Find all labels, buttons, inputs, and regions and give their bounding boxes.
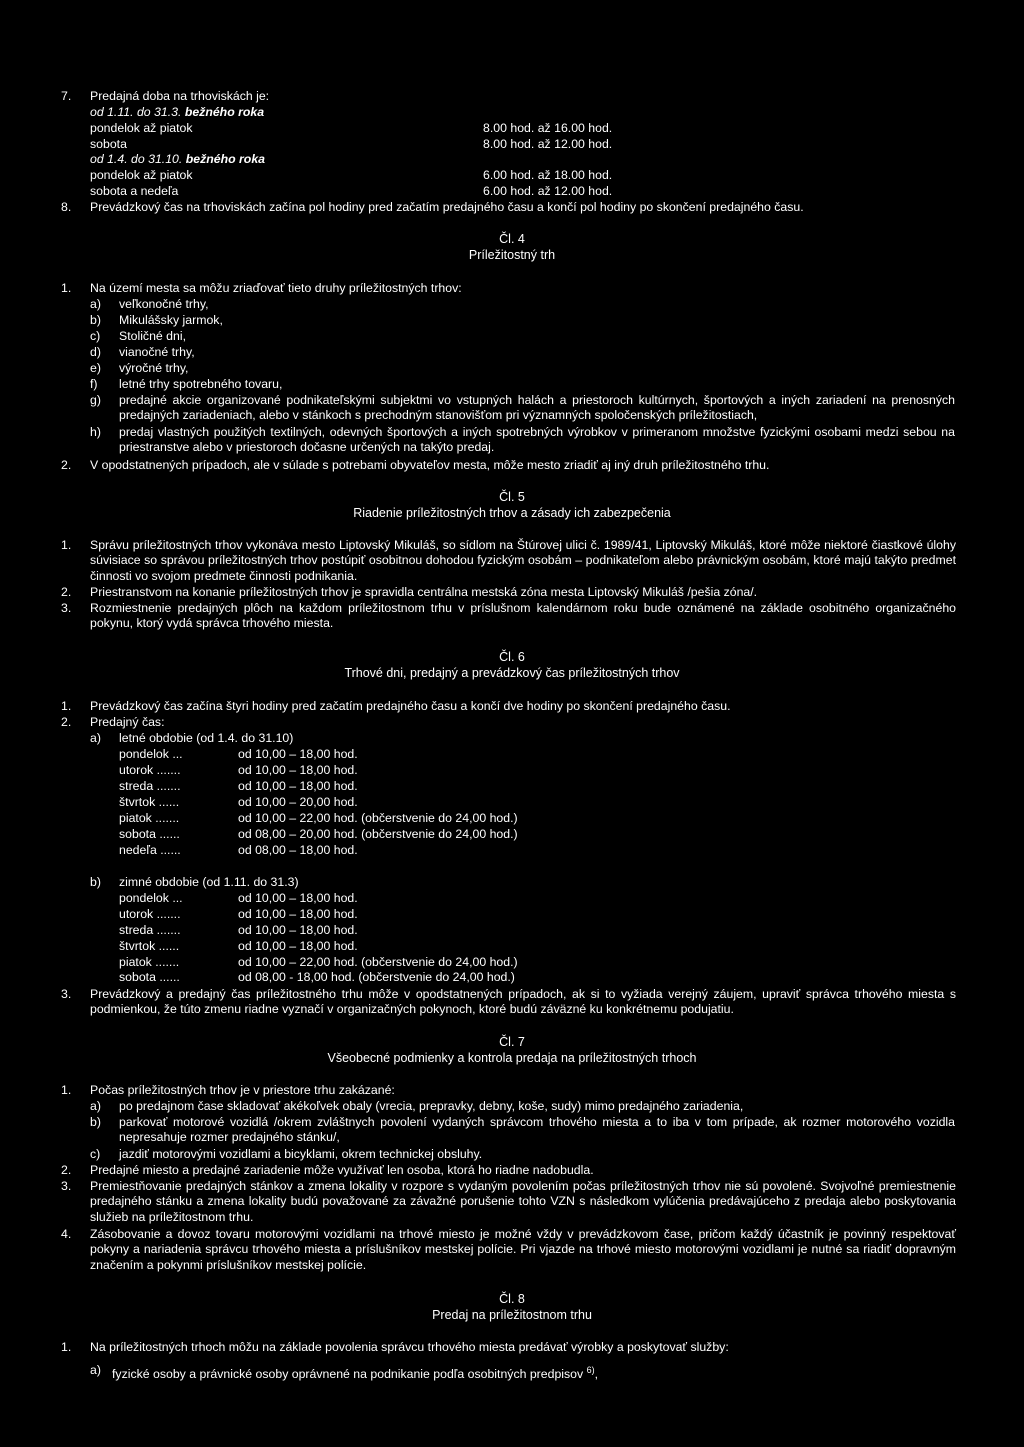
list-marker: a) — [90, 1363, 101, 1377]
list-marker: b) — [90, 1115, 101, 1129]
hours-value: 6.00 hod. až 18.00 hod. — [483, 168, 613, 182]
list-marker: d) — [90, 345, 101, 359]
list-marker: b) — [90, 875, 101, 889]
schedule-time: od 10,00 – 18,00 hod. — [238, 763, 358, 777]
list-marker: g) — [90, 393, 101, 407]
list-marker: e) — [90, 361, 101, 375]
article-heading: Čl. 4 — [499, 232, 525, 246]
item-number: 8. — [61, 200, 72, 214]
list-item: predaj vlastných použitých textilných, odevných športových a iných spotrebných výrobkov v primeranom množstve fyzickými osobami medzi sebou na priestranstve alebo v priestoroch dočasne určených na takýto predaj. — [119, 425, 955, 455]
list-marker: c) — [90, 329, 101, 343]
list-item: Stoličné dni, — [119, 329, 186, 343]
schedule-time: od 10,00 – 22,00 hod. (občerstvenie do 24,00 hod.) — [238, 955, 518, 969]
list-marker: f) — [90, 377, 98, 391]
schedule-day: štvrtok ...... — [119, 795, 180, 809]
article-title: Predaj na príležitostnom trhu — [432, 1308, 592, 1322]
item-text: Prevádzkový a predajný čas príležitostného trhu môže v opodstatnených prípadoch, ak si to vyžiada verejný záujem, upraviť správca trhového miesta s podmienkou, že túto zmenu riadne vyznačí v organizačných pokynoch, ktoré budú záväzné ku konkrétnemu podujatiu. — [90, 987, 956, 1017]
article-heading: Čl. 5 — [499, 490, 525, 504]
article-title: Trhové dni, predajný a prevádzkový čas príležitostných trhov — [344, 666, 680, 680]
item-text: Predajná doba na trhoviskách je: — [90, 89, 270, 103]
period-dates: od 1.4. do 31.10. — [90, 152, 183, 166]
schedule-time: od 10,00 – 18,00 hod. — [238, 779, 358, 793]
list-item: veľkonočné trhy, — [119, 297, 209, 311]
item-number: 2. — [61, 715, 72, 729]
item-text: Zásobovanie a dovoz tovaru motorovými vozidlami na trhové miesto je možné vždy v prevádzkovom čase, pričom každý účastník je povinný respektovať pokyny a nariadenia správcu trhového miesta a príslušníkov mestskej polície. Pri vjazde na trhové miesto motorovými vozidlami je nutné sa riadiť dopravným značením a pokynmi príslušníkov mestskej polície. — [90, 1227, 956, 1272]
days-label: pondelok až piatok — [90, 168, 193, 182]
item-text: V opodstatnených prípadoch, ale v súlade s potrebami obyvateľov mesta, môže mesto zriadiť aj iný druh príležitostného trhu. — [90, 458, 770, 472]
schedule-day: streda ....... — [119, 779, 181, 793]
schedule-time: od 10,00 – 18,00 hod. — [238, 747, 358, 761]
hours-value: 6.00 hod. až 12.00 hod. — [483, 184, 613, 198]
item-text: Na území mesta sa môžu zriaďovať tieto druhy príležitostných trhov: — [90, 281, 462, 295]
period-dates: od 1.11. do 31.3. — [90, 105, 182, 119]
item-text: Správu príležitostných trhov vykonáva mesto Liptovský Mikuláš, so sídlom na Štúrovej ulici č. 1989/41, Liptovský Mikuláš, ktoré môže niektoré čiastkové úlohy súvisiace so správou príležitostných trhov postúpiť osobitnou dohodou fyzickým osobám – podnikateľom alebo právnickým osobám, ktoré majú takýto predmet činnosti vo svojom predmete činnosti podnikania. — [90, 538, 956, 583]
list-item-tail: , — [594, 1367, 599, 1382]
days-label: pondelok až piatok — [90, 121, 193, 135]
list-marker: a) — [90, 1099, 101, 1113]
item-number: 7. — [61, 89, 72, 103]
schedule-time: od 10,00 – 18,00 hod. — [238, 939, 358, 953]
item-text: Prevádzkový čas začína štyri hodiny pred začatím predajného času a končí dve hodiny po skončení predajného času. — [90, 699, 731, 713]
schedule-time: od 08,00 – 20,00 hod. (občerstvenie do 24,00 hod.) — [238, 827, 518, 841]
item-number: 3. — [61, 987, 72, 1001]
item-text: Prevádzkový čas na trhoviskách začína pol hodiny pred začatím predajného času a končí pol hodiny po skončení predajného času. — [90, 200, 804, 214]
item-text: Predajný čas: — [90, 715, 165, 729]
item-text: Rozmiestnenie predajných plôch na každom príležitostnom trhu v príslušnom kalendárnom roku bude oznámené na základe osobitného organizačného pokynu, ktorý vydá správca trhového miesta. — [90, 601, 956, 631]
item-text: Na príležitostných trhoch môžu na základe povolenia správcu trhového miesta predávať výrobky a poskytovať služby: — [90, 1340, 729, 1354]
schedule-time: od 08,00 - 18,00 hod. (občerstvenie do 24,00 hod.) — [238, 970, 515, 984]
hours-value: 8.00 hod. až 12.00 hod. — [483, 137, 613, 151]
list-marker: h) — [90, 425, 101, 439]
list-item — [112, 1363, 598, 1383]
period-heading — [90, 105, 264, 120]
item-number: 1. — [61, 1340, 72, 1354]
schedule-day: pondelok ... — [119, 891, 183, 905]
schedule-day: sobota ...... — [119, 827, 180, 841]
schedule-time: od 10,00 – 18,00 hod. — [238, 907, 358, 921]
schedule-time: od 10,00 – 18,00 hod. — [238, 923, 358, 937]
footnote-ref: 6) — [586, 1365, 595, 1375]
period-heading — [90, 152, 265, 167]
schedule-day: pondelok ... — [119, 747, 183, 761]
item-text: Premiestňovanie predajných stánkov a zmena lokality v rozpore s vydaným povolením počas príležitostných trhov nie sú povolené. Svojvoľné premiestnenie predajného stánku a zmena lokality budú považované za závažné porušenie tohto VZN s následkom vylúčenia predávajúceho z predaja alebo poskytovania služieb na príležitostnom trhu. — [90, 1179, 956, 1224]
article-title: Príležitostný trh — [468, 248, 556, 262]
item-number: 1. — [61, 281, 72, 295]
item-number: 2. — [61, 585, 72, 599]
list-marker: a) — [90, 297, 101, 311]
article-title: Všeobecné podmienky a kontrola predaja na príležitostných trhoch — [327, 1051, 697, 1065]
item-number: 1. — [61, 1083, 72, 1097]
days-label: sobota a nedeľa — [90, 184, 179, 198]
list-item: letné obdobie (od 1.4. do 31.10) — [119, 731, 294, 745]
list-marker: a) — [90, 731, 101, 745]
item-number: 1. — [61, 699, 72, 713]
item-number: 2. — [61, 1163, 72, 1177]
days-label: sobota — [90, 137, 127, 151]
period-suffix: bežného roka — [185, 152, 265, 166]
schedule-time: od 10,00 – 22,00 hod. (občerstvenie do 24,00 hod.) — [238, 811, 518, 825]
list-item: vianočné trhy, — [119, 345, 195, 359]
item-number: 1. — [61, 538, 72, 552]
schedule-day: štvrtok ...... — [119, 939, 180, 953]
list-marker: b) — [90, 313, 101, 327]
schedule-day: nedeľa ...... — [119, 843, 181, 857]
list-item: výročné trhy, — [119, 361, 189, 375]
item-text: Počas príležitostných trhov je v priestore trhu zakázané: — [90, 1083, 395, 1097]
schedule-day: piatok ....... — [119, 811, 180, 825]
schedule-day: streda ....... — [119, 923, 181, 937]
schedule-day: piatok ....... — [119, 955, 180, 969]
list-item: letné trhy spotrebného tovaru, — [119, 377, 283, 391]
list-marker: c) — [90, 1147, 101, 1161]
list-item: Mikulášsky jarmok, — [119, 313, 223, 327]
schedule-time: od 08,00 – 18,00 hod. — [238, 843, 358, 857]
list-item-text: fyzické osoby a právnické osoby oprávnené na podnikanie podľa osobitných predpisov — [112, 1367, 584, 1382]
item-number: 3. — [61, 601, 72, 615]
period-suffix: bežného roka — [184, 105, 265, 119]
article-heading: Čl. 8 — [499, 1292, 525, 1306]
item-text: Priestranstvom na konanie príležitostných trhov je spravidla centrálna mestská zóna mesta Liptovský Mikuláš /pešia zóna/. — [90, 585, 758, 599]
schedule-day: utorok ....... — [119, 763, 181, 777]
article-title: Riadenie príležitostných trhov a zásady ich zabezpečenia — [353, 506, 671, 520]
list-item: po predajnom čase skladovať akékoľvek obaly (vrecia, prepravky, debny, koše, sudy) mimo predajného zariadenia, — [119, 1099, 744, 1113]
list-item: zimné obdobie (od 1.11. do 31.3) — [119, 875, 299, 889]
list-item: predajné akcie organizované podnikateľskými subjektmi vo vstupných halách a priestoroch kultúrnych, športových a iných zariadení na prenosných predajných zariadeniach, alebo v stánkoch s prechodným stanovišťom pri významných spoločenských príležitostiach, — [119, 393, 955, 423]
schedule-day: sobota ...... — [119, 970, 180, 984]
item-number: 4. — [61, 1227, 72, 1241]
article-heading: Čl. 6 — [499, 650, 525, 664]
item-text: Predajné miesto a predajné zariadenie môže využívať len osoba, ktorá ho riadne nadobudla. — [90, 1163, 594, 1177]
schedule-time: od 10,00 – 20,00 hod. — [238, 795, 358, 809]
hours-value: 8.00 hod. až 16.00 hod. — [483, 121, 613, 135]
list-item: jazdiť motorovými vozidlami a bicyklami, okrem technickej obsluhy. — [119, 1147, 483, 1161]
item-number: 3. — [61, 1179, 72, 1193]
schedule-time: od 10,00 – 18,00 hod. — [238, 891, 358, 905]
list-item: parkovať motorové vozidlá /okrem zvláštnych povolení vydaných správcom trhového miesta a to iba v tom prípade, ak rozmer motorového vozidla nepresahuje rozmer predajného stánku/, — [119, 1115, 955, 1145]
schedule-day: utorok ....... — [119, 907, 181, 921]
article-heading: Čl. 7 — [499, 1035, 525, 1049]
item-number: 2. — [61, 458, 72, 472]
